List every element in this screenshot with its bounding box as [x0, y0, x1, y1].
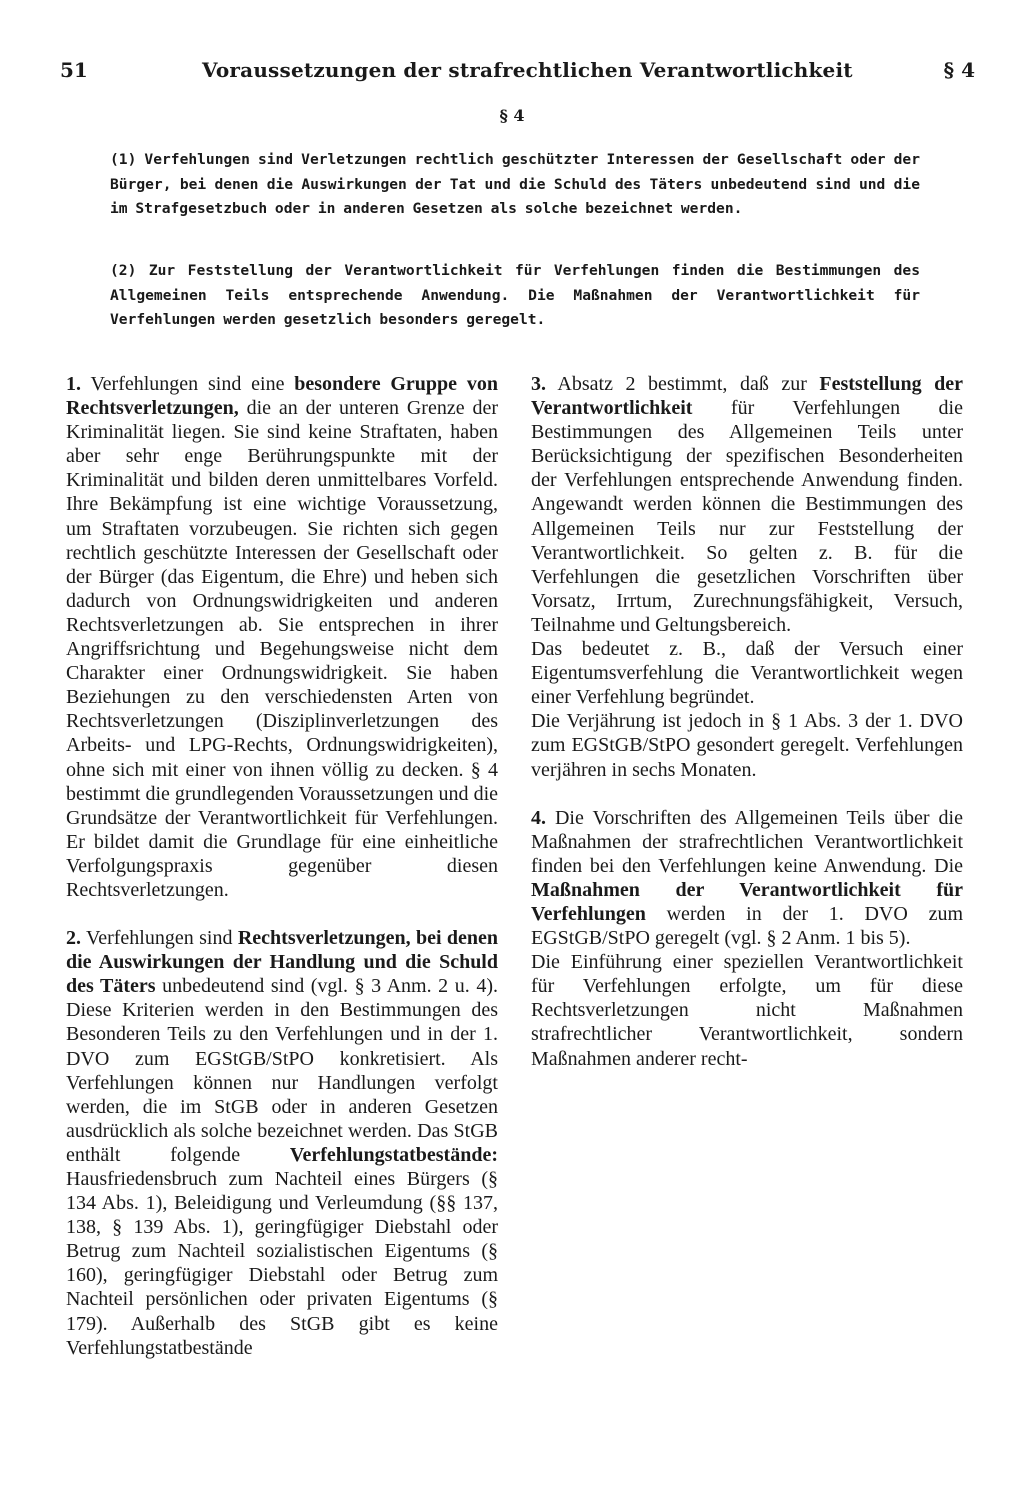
annotation-text: Verfehlungen sind [81, 927, 238, 950]
annotation-4 [531, 806, 963, 951]
law-paragraph-2: (2) Zur Feststellung der Verantwortlichkeit für Verfehlungen finden die Bestimmungen des Allgemeinen Teils entsprechende Anwendung. Die Maßnahmen der Verantwortlichkeit für Verfehlungen werden gesetzlich besonders geregelt. [110, 262, 920, 328]
annotation-number: 2. [66, 927, 81, 950]
page-number: 51 [60, 58, 88, 82]
annotation-text: unbedeutend sind (vgl. § 3 Anm. 2 u. 4). Diese Kriterien werden in den Bestimmungen des Besonderen Teils zu den Verfehlungen und in der 1. DVO zum EGStGB/StPO konkretisiert. Als Verfehlungen können nur Handlungen verfolgt werden, die im StGB oder in anderen Gesetzen ausdrücklich als solche bezeichnet werden. Das StGB enthält folgende [66, 975, 498, 1166]
annotation-1 [66, 372, 498, 902]
annotation-3-continued: Das bedeutet z. B., daß der Versuch einer Eigentumsverfehlung die Verantwortlichkeit wegen einer Verfehlung begründet. [531, 638, 963, 709]
annotation-3-continued: Die Verjährung ist jedoch in § 1 Abs. 3 der 1. DVO zum EGStGB/StPO gesondert geregelt. Verfehlungen verjähren in sechs Monaten. [531, 710, 963, 781]
annotation-number: 1. [66, 373, 81, 395]
running-section: § 4 [943, 58, 975, 82]
annotation-bold-term: Rechtsverletzungen, bei denen die Auswirkungen der Handlung und die Schuld des Täters [66, 927, 499, 998]
annotation-bold-term: besondere Gruppe von Rechtsverletzungen, [66, 373, 498, 420]
annotation-2 [66, 926, 498, 1360]
annotation-text: Verfehlungen sind eine [81, 373, 295, 395]
commentary-column-right [531, 372, 963, 1071]
commentary-column-left [66, 372, 498, 1360]
running-title: Voraussetzungen der strafrechtlichen Verantwortlichkeit [202, 58, 853, 82]
annotation-4-continued: Die Einführung einer speziellen Verantwortlichkeit für Verfehlungen erfolgte, um für diese Rechtsverletzungen nicht Maßnahmen strafrechtlicher Verantwortlichkeit, sondern Maßnahmen anderer recht- [531, 951, 963, 1070]
annotation-text: Die Vorschriften des Allgemeinen Teils über die Maßnahmen der strafrechtlichen Verantwortlichkeit finden bei den Verfehlungen keine Anwendung. Die [531, 806, 963, 877]
annotation-text: Absatz 2 bestimmt, daß zur [546, 373, 820, 395]
annotation-bold-term: Maßnahmen der Verantwortlichkeit für Verfehlungen [531, 878, 963, 925]
law-paragraph-1: (1) Verfehlungen sind Verletzungen rechtlich geschützter Interessen der Gesellschaft oder der Bürger, bei denen die Auswirkungen der Tat und die Schuld des Täters unbedeutend sind und die im Strafgesetzbuch oder in anderen Gesetzen als solche bezeichnet werden. [110, 151, 920, 217]
annotation-text: Hausfriedensbruch zum Nachteil eines Bürgers (§ 134 Abs. 1), Beleidigung und Verleumdung (§§ 137, 138, § 139 Abs. 1), geringfügiger Diebstahl oder Betrug zum Nachteil sozialistischen Eigentums (§ 160), geringfügiger Diebstahl oder Betrug zum Nachteil persönlichen oder privaten Eigentums (§ 179). Außerhalb des StGB gibt es keine Verfehlungstatbestände [66, 1168, 498, 1359]
annotation-text: werden in der 1. DVO zum EGStGB/StPO geregelt (vgl. § 2 Anm. 1 bis 5). [531, 902, 963, 950]
annotation-3 [531, 372, 963, 637]
annotation-text: die an der unteren Grenze der Kriminalität liegen. Sie sind keine Straftaten, haben aber sehr enge Berührungspunkte mit der Kriminalität und bilden deren unmittelbares Vorfeld. Ihre Bekämpfung ist eine wichtige Voraussetzung, um Straftaten vorzubeugen. Sie richten sich gegen rechtlich geschützte Interessen der Gesellschaft oder der Bürger (das Eigentum, die Ehre) und heben sich dadurch von Ordnungswidrigkeiten und anderen Rechtsverletzungen ab. Sie entsprechen in ihrer Angriffsrichtung und Begehungsweise nicht dem Charakter einer Ordnungswidrigkeit. Sie haben Beziehungen zu den verschiedensten Arten von Rechtsverletzungen (Disziplinverletzungen des Arbeits- und LPG-Rechts, Ordnungswidrigkeiten), ohne sich mit einer von ihnen völlig zu decken. § 4 bestimmt die grundlegenden Voraussetzungen und die Grundsätze der Verantwortlichkeit für Verfehlungen. Er bildet damit die Grundlage für eine einheitliche Verfolgungspraxis gegenüber diesen Rechtsverletzungen. [66, 397, 498, 901]
annotation-number: 4. [531, 806, 546, 829]
running-head [60, 58, 975, 88]
annotation-text: für Verfehlungen die Bestimmungen des Allgemeinen Teils unter Berücksichtigung der spezifischen Besonderheiten der Verfehlungen entsprechende Anwendung finden. Angewandt werden können die Bestimmungen des Allgemeinen Teils nur zur Feststellung der Verantwortlichkeit. So gelten z. B. für die Verfehlungen die gesetzlichen Vorschriften über Vorsatz, Irrtum, Zurechnungsfähigkeit, Versuch, Teilnahme und Geltungsbereich. [531, 397, 963, 636]
annotation-bold-term: Feststellung der Verantwortlichkeit [531, 373, 963, 420]
annotation-number: 3. [531, 373, 546, 395]
annotation-bold-term: Verfehlungstatbestände: [289, 1143, 498, 1166]
law-section-heading: § 4 [499, 106, 525, 125]
